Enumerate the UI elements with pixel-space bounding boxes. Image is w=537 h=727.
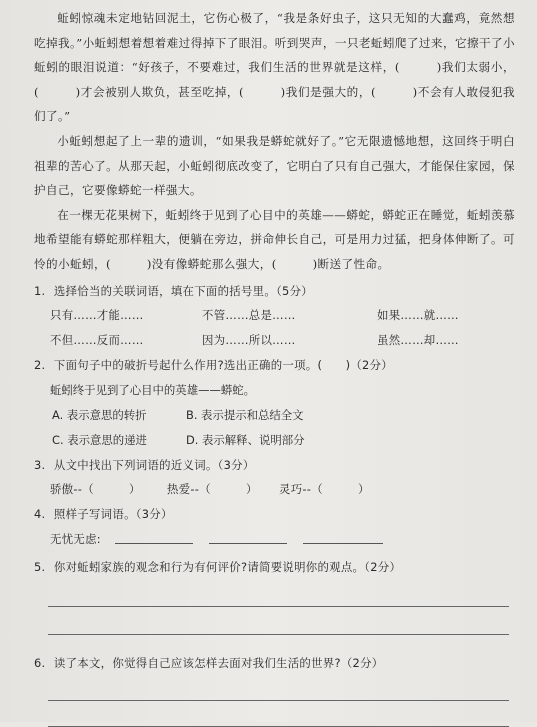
q2-example-sentence: 蚯蚓终于见到了心目中的英雄——蟒蛇。 — [50, 382, 256, 397]
q1-word-option: 只有……才能…… — [50, 307, 144, 322]
q1-word-option: 如果……就…… — [377, 307, 459, 322]
q2-option-c[interactable]: C. 表示意思的递进 — [52, 432, 147, 447]
q3-item-b[interactable]: 热爱--（ ） — [167, 481, 258, 496]
q2-option-a[interactable]: A. 表示意思的转折 — [52, 407, 147, 422]
q1-word-option: 因为……所以…… — [202, 332, 296, 347]
question-5-text: 你对蚯蚓家族的观念和行为有何评价?请简要说明你的观点。（2分） — [53, 559, 402, 574]
q2-option-d[interactable]: D. 表示解释、说明部分 — [186, 432, 305, 447]
q4-answer-blank-2[interactable] — [209, 526, 287, 544]
passage-paragraph-2: 小蚯蚓想起了上一辈的遗训，“如果我是蟒蛇就好了。”它无限遗憾地想，这回终于明白祖辈的苦心了。从那天起，小蚯蚓彻底改变了，它明白了只有自己强大，才能保住家园，保护自己，它要像蟒蛇一样强大。 — [34, 133, 515, 198]
q2-options-row-2 — [34, 428, 515, 453]
q3-item-c[interactable]: 灵巧--（ ） — [279, 481, 370, 496]
question-4-number: 4. — [34, 506, 46, 521]
q4-answer-blank-3[interactable] — [303, 526, 383, 544]
q4-answer-row — [34, 526, 515, 552]
q1-word-row-2 — [34, 328, 515, 353]
question-3-number: 3. — [34, 457, 46, 472]
passage-paragraph-1: 蚯蚓惊魂未定地钻回泥土，它伤心极了，“我是条好虫子，这只无知的大蠢鸡，竟然想吃掉我。”小蚯蚓想着想着难过得掉下了眼泪。听到哭声，一只老蚯蚓爬了过来，它擦干了小蚯蚓的眼泪说道：“好孩子，不要难过，我们生活的世界就是这样，( )我们太弱小，( )才会被别人欺负，甚至吃掉，( )我们是强大的，( )不会有人敢侵犯我们了。” — [34, 11, 515, 124]
q1-word-row-1 — [34, 303, 515, 328]
question-1-number: 1. — [34, 283, 46, 298]
question-2 — [34, 353, 515, 377]
question-5 — [34, 555, 515, 579]
question-1-text: 选择恰当的关联词语，填在下面的括号里。（5分） — [53, 283, 313, 298]
question-1 — [34, 279, 515, 303]
q2-option-b[interactable]: B. 表示提示和总结全文 — [186, 407, 304, 422]
q1-word-option: 不但……反而…… — [50, 332, 144, 347]
q3-item-a[interactable]: 骄傲--（ ） — [50, 481, 141, 496]
question-2-number: 2. — [34, 357, 46, 372]
q1-word-option: 虽然……却…… — [377, 332, 459, 347]
q4-answer-blank-1[interactable] — [115, 526, 193, 544]
q1-word-option: 不管……总是…… — [202, 307, 296, 322]
question-4 — [34, 502, 515, 526]
q4-example-word: 无忧无虑: — [50, 531, 101, 546]
question-6-text: 读了本文，你觉得自己应该怎样去面对我们生活的世界?（2分） — [53, 655, 384, 670]
q3-items-row — [34, 477, 515, 502]
question-6 — [34, 651, 515, 675]
question-5-number: 5. — [34, 559, 46, 574]
question-3-text: 从文中找出下列词语的近义词。（3分） — [53, 457, 255, 472]
q6-answer-line-2[interactable] — [48, 725, 509, 727]
q2-options-row-1 — [34, 403, 515, 428]
question-4-text: 照样子写词语。（3分） — [53, 506, 173, 521]
passage-paragraph-3: 在一棵无花果树下，蚯蚓终于见到了心目中的英雄——蟒蛇，蟒蛇正在睡觉，蚯蚓羡慕地希望能有蟒蛇那样粗大，便躺在旁边，拼命伸长自己，可是用力过猛，把身体伸断了。可怜的小蚯蚓，( )没有像蟒蛇那么强大，( )断送了性命。 — [34, 207, 515, 271]
question-2-text: 下面句子中的破折号起什么作用?选出正确的一项。( )（2分） — [53, 357, 393, 372]
question-6-number: 6. — [34, 655, 46, 670]
question-3 — [34, 453, 515, 477]
